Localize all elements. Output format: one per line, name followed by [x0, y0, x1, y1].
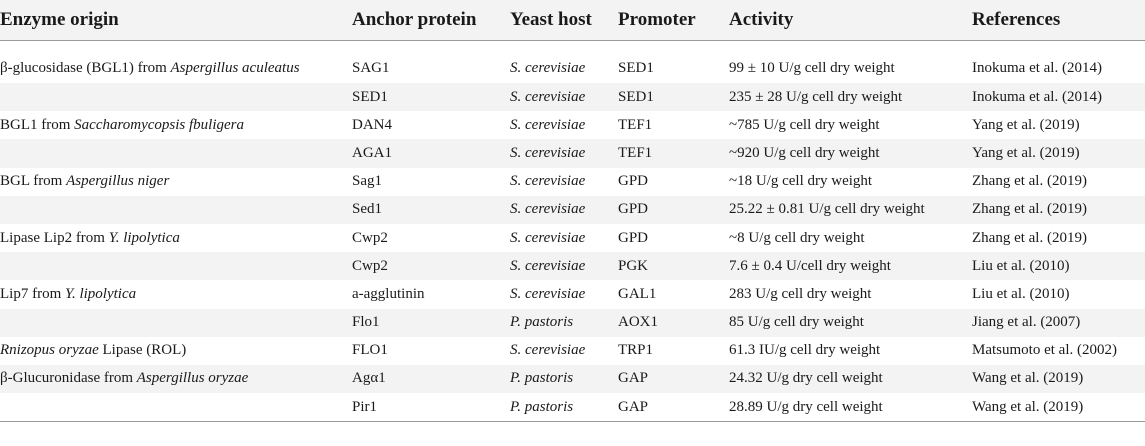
header-yeast-host: Yeast host — [510, 0, 618, 41]
origin-text: Lip7 from — [0, 285, 65, 302]
cell-anchor-protein: Sag1 — [352, 173, 382, 190]
cell-yeast-host — [510, 111, 618, 139]
cell-enzyme-origin — [0, 168, 352, 196]
cell-enzyme-origin — [0, 309, 352, 337]
header-enzyme-origin: Enzyme origin — [0, 0, 352, 41]
cell-reference: Liu et al. (2010) — [972, 252, 1145, 280]
host-name: S. cerevisiae — [510, 144, 586, 161]
host-name: S. cerevisiae — [510, 116, 586, 133]
organism-name: Aspergillus oryzae — [136, 370, 249, 387]
cell-enzyme-origin — [0, 41, 352, 84]
cell-enzyme-origin — [0, 224, 352, 252]
cell-anchor-protein: Flo1 — [352, 309, 510, 337]
header-references: References — [972, 0, 1145, 41]
table-header — [0, 0, 1145, 41]
cell-reference: Inokuma et al. (2014) — [972, 59, 1102, 76]
host-name: S. cerevisiae — [510, 201, 586, 218]
cell-enzyme-origin — [0, 196, 352, 224]
organism-name: Aspergillus aculeatus — [170, 59, 300, 76]
cell-promoter: GPD — [618, 173, 649, 190]
organism-name: Y. lipolytica — [65, 285, 137, 302]
cell-enzyme-origin — [0, 365, 352, 393]
table-row — [0, 196, 1145, 224]
cell-activity: ~785 U/g cell dry weight — [729, 116, 880, 133]
cell-reference: Zhang et al. (2019) — [972, 196, 1145, 224]
host-name: P. pastoris — [510, 398, 574, 415]
cell-activity: 7.6 ± 0.4 U/cell dry weight — [729, 252, 972, 280]
cell-anchor-protein: Pir1 — [352, 393, 510, 422]
cell-yeast-host — [510, 83, 618, 111]
cell-anchor-protein: DAN4 — [352, 116, 392, 133]
organism-name: Saccharomycopsis fbuligera — [74, 116, 245, 133]
cell-promoter: SED1 — [618, 59, 654, 76]
cell-yeast-host — [510, 252, 618, 280]
host-name: S. cerevisiae — [510, 342, 586, 359]
cell-yeast-host — [510, 41, 618, 84]
cell-yeast-host — [510, 309, 618, 337]
cell-activity: ~920 U/g cell dry weight — [729, 139, 972, 167]
cell-reference: Yang et al. (2019) — [972, 139, 1145, 167]
host-name: P. pastoris — [510, 370, 574, 387]
cell-promoter: GAP — [618, 393, 729, 422]
cell-promoter: AOX1 — [618, 309, 729, 337]
header-anchor-protein: Anchor protein — [352, 0, 510, 41]
cell-promoter: GPD — [618, 196, 729, 224]
cell-promoter: PGK — [618, 252, 729, 280]
cell-activity: 85 U/g cell dry weight — [729, 309, 972, 337]
cell-activity: 61.3 IU/g cell dry weight — [729, 342, 881, 359]
host-name: P. pastoris — [510, 314, 574, 331]
cell-activity: 25.22 ± 0.81 U/g cell dry weight — [729, 196, 972, 224]
cell-yeast-host — [510, 168, 618, 196]
cell-yeast-host — [510, 280, 618, 308]
table-row — [0, 309, 1145, 337]
cell-anchor-protein: a-agglutinin — [352, 285, 425, 302]
host-name: S. cerevisiae — [510, 59, 586, 76]
table-row — [0, 252, 1145, 280]
cell-activity: 28.89 U/g dry cell weight — [729, 393, 972, 422]
organism-name: Y. lipolytica — [108, 229, 180, 246]
cell-enzyme-origin — [0, 83, 352, 111]
cell-anchor-protein: Agα1 — [352, 365, 510, 393]
origin-text: β-glucosidase (BGL1) from — [0, 59, 171, 76]
cell-anchor-protein: AGA1 — [352, 139, 510, 167]
cell-promoter: GAL1 — [618, 285, 657, 302]
cell-yeast-host — [510, 224, 618, 252]
cell-reference: Jiang et al. (2007) — [972, 309, 1145, 337]
table-row — [0, 111, 1145, 139]
cell-activity: ~8 U/g cell dry weight — [729, 229, 865, 246]
cell-promoter: TEF1 — [618, 116, 653, 133]
header-promoter: Promoter — [618, 0, 729, 41]
organism-name: Aspergillus niger — [66, 173, 170, 190]
cell-promoter: GPD — [618, 229, 649, 246]
origin-text: Lipase (ROL) — [98, 342, 187, 359]
host-name: S. cerevisiae — [510, 257, 586, 274]
host-name: S. cerevisiae — [510, 173, 586, 190]
cell-reference: Liu et al. (2010) — [972, 285, 1070, 302]
cell-reference: Wang et al. (2019) — [972, 365, 1145, 393]
organism-name: Rnizopus oryzae — [0, 342, 99, 359]
cell-yeast-host — [510, 196, 618, 224]
header-row — [0, 0, 1145, 41]
cell-anchor-protein: Cwp2 — [352, 229, 388, 246]
cell-promoter: SED1 — [618, 83, 729, 111]
cell-yeast-host — [510, 337, 618, 365]
table-row — [0, 224, 1145, 252]
origin-text: β-Glucuronidase from — [0, 370, 137, 387]
table-row — [0, 168, 1145, 196]
cell-promoter: TRP1 — [618, 342, 654, 359]
cell-activity: ~18 U/g cell dry weight — [729, 173, 873, 190]
cell-yeast-host — [510, 393, 618, 422]
cell-anchor-protein: FLO1 — [352, 342, 388, 359]
host-name: S. cerevisiae — [510, 285, 586, 302]
cell-anchor-protein: Sed1 — [352, 196, 510, 224]
cell-enzyme-origin — [0, 139, 352, 167]
cell-enzyme-origin — [0, 337, 352, 365]
cell-reference: Wang et al. (2019) — [972, 393, 1145, 422]
header-activity: Activity — [729, 0, 972, 41]
cell-activity: 283 U/g cell dry weight — [729, 285, 872, 302]
origin-text: BGL from — [0, 173, 67, 190]
cell-yeast-host — [510, 139, 618, 167]
cell-anchor-protein: SAG1 — [352, 59, 390, 76]
cell-reference: Yang et al. (2019) — [972, 116, 1080, 133]
table-row — [0, 83, 1145, 111]
cell-anchor-protein: Cwp2 — [352, 252, 510, 280]
cell-activity: 235 ± 28 U/g cell dry weight — [729, 83, 972, 111]
origin-text: BGL1 from — [0, 116, 75, 133]
cell-enzyme-origin — [0, 252, 352, 280]
table-row — [0, 41, 1145, 84]
cell-reference: Zhang et al. (2019) — [972, 229, 1087, 246]
host-name: S. cerevisiae — [510, 229, 586, 246]
cell-promoter: GAP — [618, 365, 729, 393]
cell-yeast-host — [510, 365, 618, 393]
table-body — [0, 41, 1145, 422]
cell-reference: Zhang et al. (2019) — [972, 173, 1087, 190]
table-row — [0, 280, 1145, 308]
cell-enzyme-origin — [0, 393, 352, 422]
table-row — [0, 337, 1145, 365]
cell-reference: Inokuma et al. (2014) — [972, 83, 1145, 111]
table-row — [0, 365, 1145, 393]
table-row — [0, 139, 1145, 167]
cell-promoter: TEF1 — [618, 139, 729, 167]
table-row — [0, 393, 1145, 422]
cell-activity: 99 ± 10 U/g cell dry weight — [729, 59, 895, 76]
origin-text: Lipase Lip2 from — [0, 229, 109, 246]
cell-enzyme-origin — [0, 111, 352, 139]
cell-activity: 24.32 U/g dry cell weight — [729, 365, 972, 393]
host-name: S. cerevisiae — [510, 88, 586, 105]
cell-reference: Matsumoto et al. (2002) — [972, 342, 1117, 359]
cell-anchor-protein: SED1 — [352, 83, 510, 111]
cell-enzyme-origin — [0, 280, 352, 308]
